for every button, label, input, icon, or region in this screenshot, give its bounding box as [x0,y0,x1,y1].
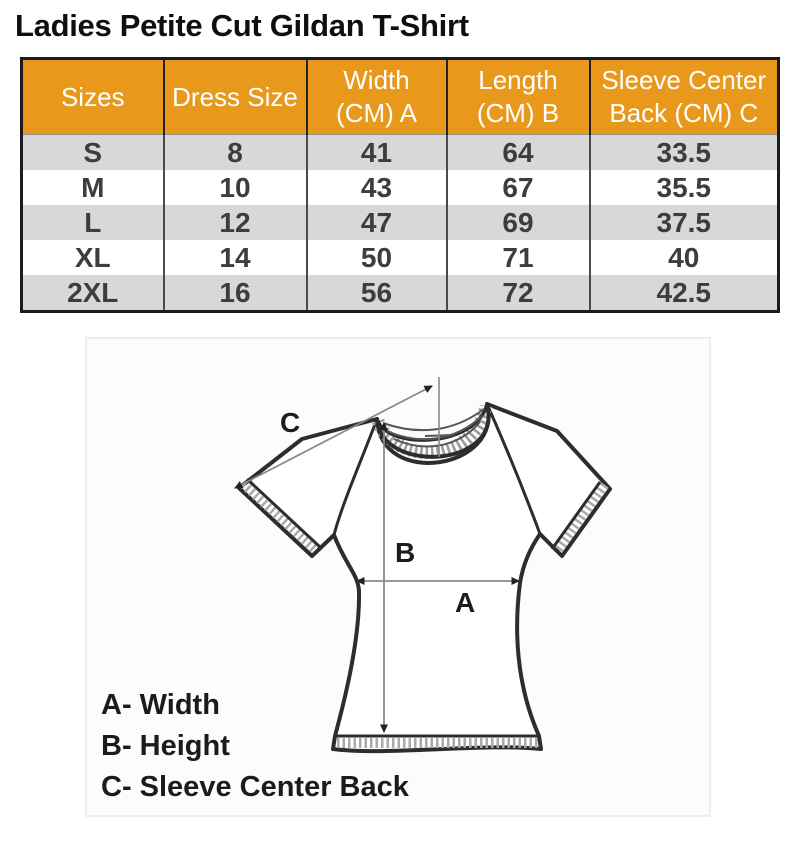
header-line: Back (CM) C [609,98,759,128]
cell-length: 72 [447,275,590,312]
cell-sleeve: 40 [590,240,779,275]
label-a: A [455,587,476,618]
cell-length: 69 [447,205,590,240]
table-row-s [22,135,779,171]
header-line: Sizes [60,81,125,112]
size-table [20,57,780,313]
cell-width: 41 [307,135,447,171]
table-row-m [22,170,779,205]
cell-length: 67 [447,170,590,205]
cell-width: 47 [307,205,447,240]
cell-dress-size: 16 [164,275,307,312]
header-cell-dress-size [164,59,307,135]
cell-dress-size: 10 [164,170,307,205]
cell-dress-size: 8 [164,135,307,171]
legend-item-height: B- Height [101,730,230,762]
cell-size: L [22,205,164,240]
header-line: (CM) A [336,98,417,128]
table-row-2xl [22,275,779,312]
page-title: Ladies Petite Cut Gildan T-Shirt [15,8,469,43]
header-line: Width [343,65,410,95]
label-b: B [395,537,416,568]
header-line: (CM) B [476,98,560,128]
header-line: Length [478,65,558,95]
cell-size: XL [22,240,164,275]
header-line: Sleeve Center [601,65,767,95]
cell-width: 43 [307,170,447,205]
cell-sleeve: 42.5 [590,275,779,312]
cell-size: 2XL [22,275,164,312]
cell-sleeve: 37.5 [590,205,779,240]
cell-size: S [22,135,164,171]
table-row-xl [22,240,779,275]
header-row [22,59,779,135]
cell-width: 56 [307,275,447,312]
cell-dress-size: 12 [164,205,307,240]
cell-sleeve: 33.5 [590,135,779,171]
label-c: C [280,407,301,438]
cell-length: 71 [447,240,590,275]
cell-dress-size: 14 [164,240,307,275]
table-row-l [22,205,779,240]
cell-length: 64 [447,135,590,171]
cell-sleeve: 35.5 [590,170,779,205]
measurement-diagram-panel [85,337,711,817]
header-cell-width [307,59,447,135]
legend-item-width: A- Width [101,689,220,721]
header-cell-sleeve-center-back [590,59,779,135]
legend-item-sleeve-center-back: C- Sleeve Center Back [101,771,409,803]
cell-width: 50 [307,240,447,275]
cell-size: M [22,170,164,205]
measurement-legend [101,685,409,808]
header-cell-length [447,59,590,135]
header-cell-sizes [22,59,164,135]
header-line: Dress Size [172,81,298,112]
